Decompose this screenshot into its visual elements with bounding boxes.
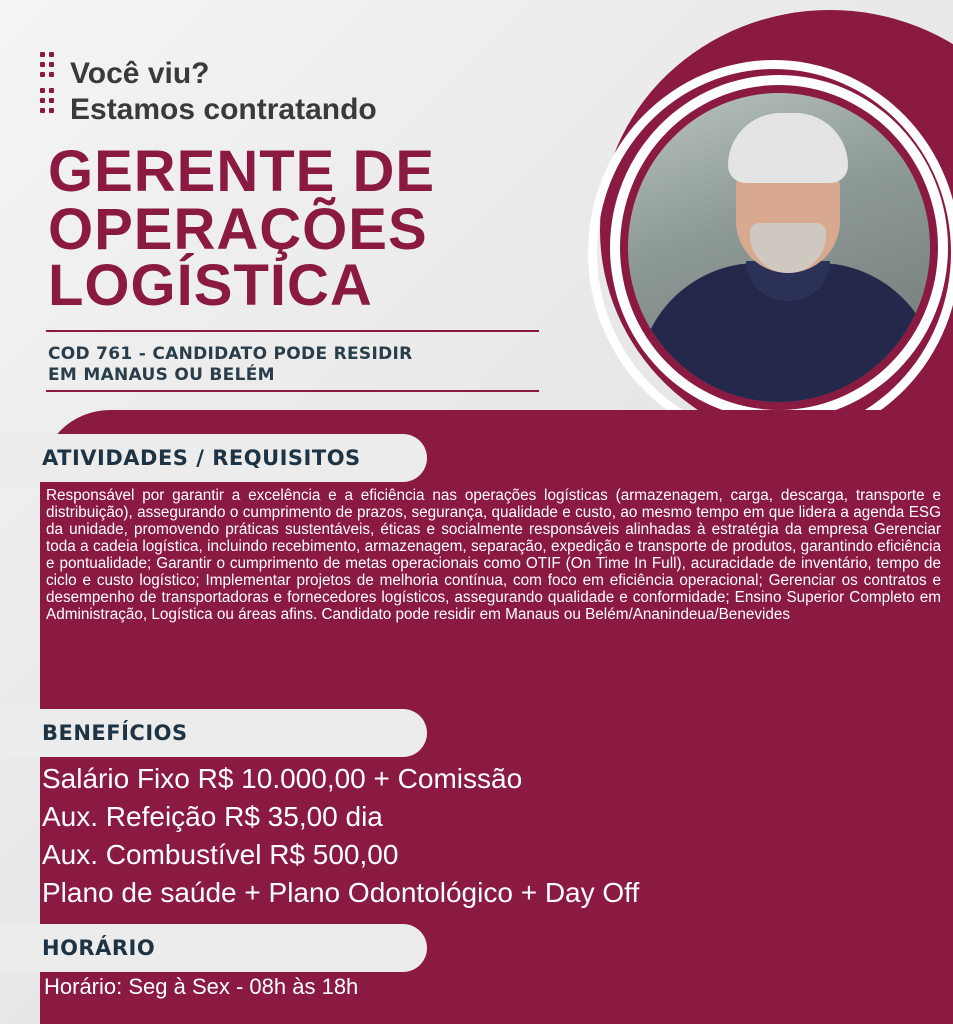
job-title-line-3: LOGÍSTICA [48,253,373,318]
divider-top [46,330,539,332]
benefits-heading: BENEFÍCIOS [42,721,188,745]
candidate-photo [620,85,938,410]
job-title-bold: GERENTE DE [48,139,436,204]
job-title-line-2: OPERAÇÕES [48,197,428,262]
header-line-2: Estamos contratando [70,93,377,126]
hours-text: Horário: Seg à Sex - 08h às 18h [44,974,359,999]
activities-heading: ATIVIDADES / REQUISITOS [42,446,361,470]
benefit-item: Salário Fixo R$ 10.000,00 + Comissão [42,763,523,794]
benefit-item: Aux. Refeição R$ 35,00 dia [42,801,383,832]
activities-heading-pill [0,434,427,482]
benefits-heading-pill [0,709,427,757]
activities-text: Responsável por garantir a excelência e a eficiência nas operações logísticas (armazenagem, carga, descarga, transporte e distribuição), assegurando o cumprimento de prazos, segurança, qualidade e custo, ao mesmo tempo em que lidera a agenda ESG da unidade, promovendo práticas sustentáveis, éticas e socialmente responsáveis alinhadas à estratégia da empresa Gerenciar toda a cadeia logística, incluindo recebimento, armazenagem, separação, expedição e transporte de produtos, garantindo eficiência e pontualidade; Garantir o cumprimento de metas operacionais como OTIF (On Time In Full), acuracidade de inventário, tempo de ciclo e custo logístico; Implementar projetos de melhoria contínua, com foco em eficiência operacional; Gerenciar os contratos e desempenho de transportadoras e fornecedores logísticos, assegurando qualidade e conformidade; Ensino Superior Completo em Administração, Logística ou áreas afins. Candidato pode residir em Manaus ou Belém/Ananindeua/Benevides [46,487,941,623]
hours-heading: HORÁRIO [42,936,156,960]
benefits-list [42,760,639,912]
job-code-line-1: COD 761 - CANDIDATO PODE RESIDIR [48,344,413,364]
job-code-line-2: EM MANAUS OU BELÉM [48,365,275,385]
benefit-item: Plano de saúde + Plano Odontológico + Day Off [42,877,640,908]
hours-heading-pill [0,924,427,972]
header-line-1: Você viu? [70,57,210,90]
benefit-item: Aux. Combustível R$ 500,00 [42,839,399,870]
job-title-rest [48,197,428,318]
header-text [70,56,377,128]
photo-hair [728,113,848,183]
divider-bottom [46,390,539,392]
job-code [48,344,413,386]
